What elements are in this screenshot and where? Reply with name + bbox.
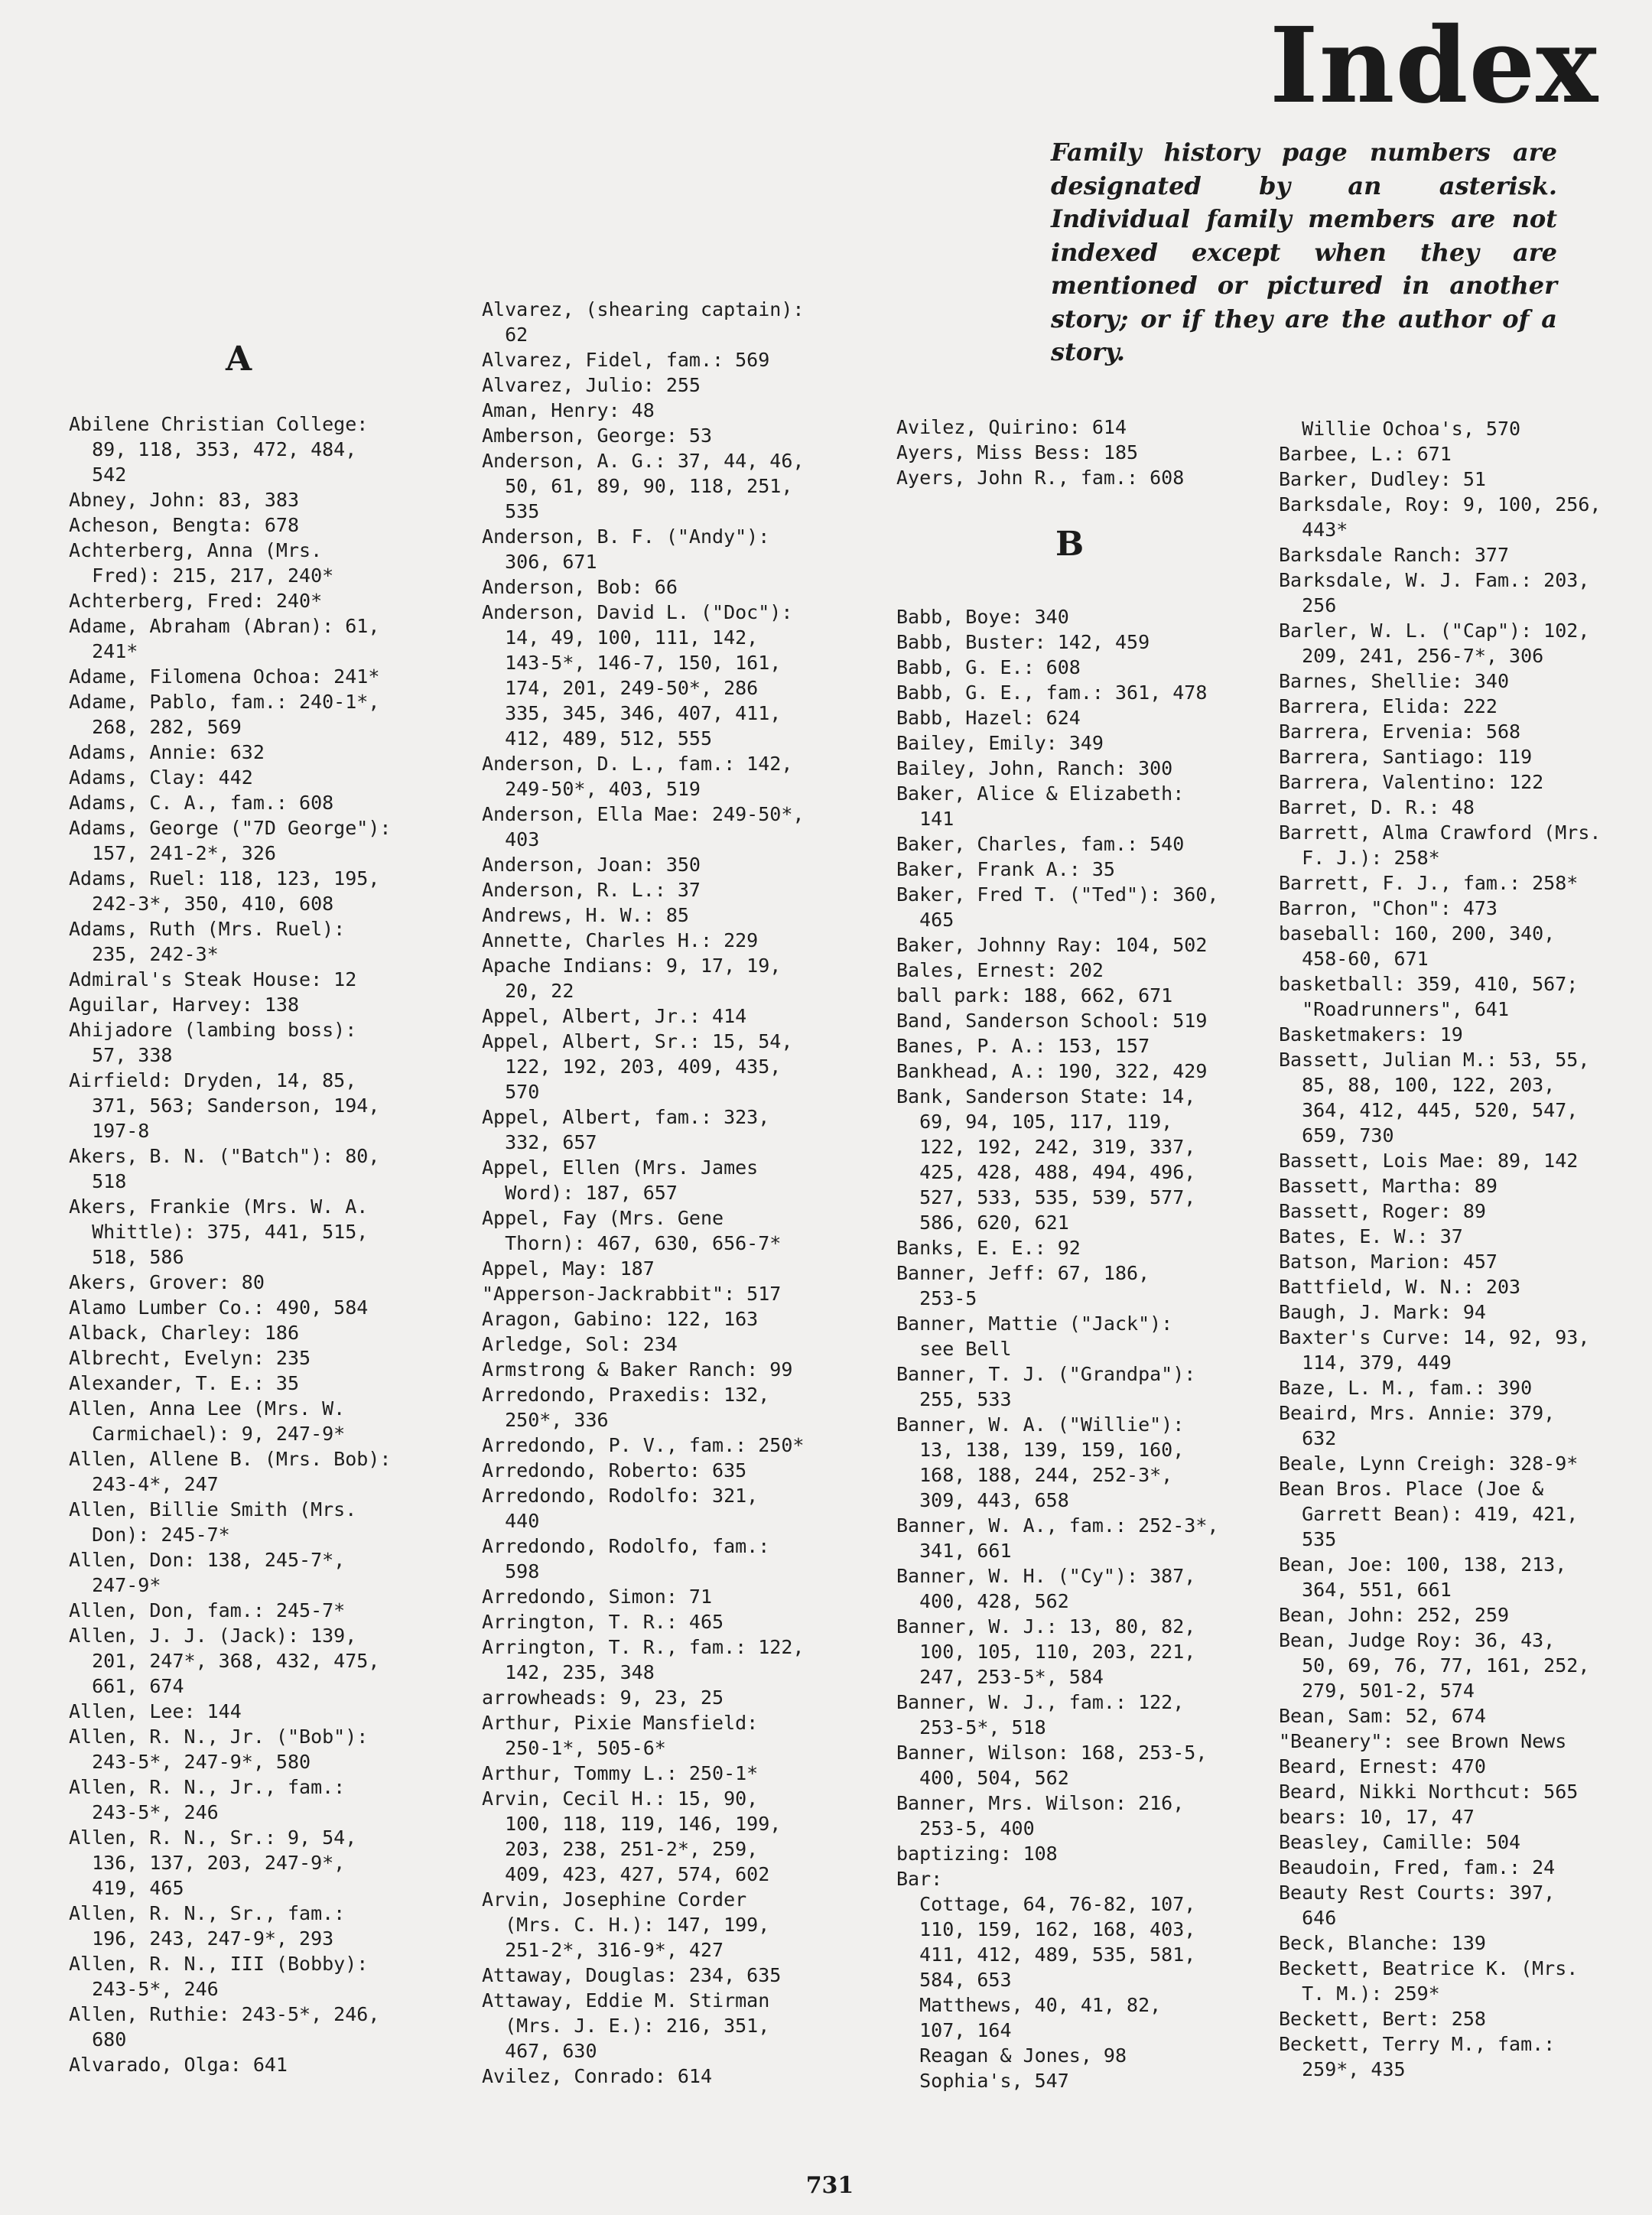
index-entry: 306, 671 bbox=[482, 551, 597, 573]
index-entry: Bean Bros. Place (Joe & bbox=[1279, 1478, 1544, 1500]
index-entry: 62 bbox=[482, 324, 528, 346]
index-entry: Barnes, Shellie: 340 bbox=[1279, 670, 1510, 692]
index-entry: Bank, Sanderson State: 14, bbox=[896, 1085, 1196, 1108]
index-entry: 143-5*, 146-7, 150, 161, bbox=[482, 652, 782, 674]
index-note: Family history page numbers are designated by an asterisk. Individual family members are not indexed except when they are mentioned or pictured in another story; or if they are the author of a story. bbox=[1051, 138, 1557, 366]
index-entry: Admiral's Steak House: 12 bbox=[69, 968, 357, 990]
index-entry: 412, 489, 512, 555 bbox=[482, 727, 713, 750]
section-letter-a: A bbox=[226, 340, 252, 379]
index-entry: 107, 164 bbox=[896, 2019, 1012, 2041]
index-entry: 309, 443, 658 bbox=[896, 1489, 1069, 1511]
index-entry: 20, 22 bbox=[482, 980, 574, 1002]
index-entry: Allen, Don: 138, 245-7*, bbox=[69, 1549, 346, 1571]
index-entry: Fred): 215, 217, 240* bbox=[69, 564, 334, 587]
index-entry: Anderson, Ella Mae: 249-50*, bbox=[482, 803, 805, 825]
index-entry: 209, 241, 256-7*, 306 bbox=[1279, 645, 1544, 667]
index-entry: 50, 69, 76, 77, 161, 252, bbox=[1279, 1654, 1590, 1677]
index-entry: Appel, Ellen (Mrs. James bbox=[482, 1156, 759, 1179]
index-entry: 332, 657 bbox=[482, 1131, 597, 1153]
index-entry: 535 bbox=[482, 500, 540, 522]
index-entry: Aragon, Gabino: 122, 163 bbox=[482, 1308, 759, 1330]
index-entry: Allen, R. N., Sr.: 9, 54, bbox=[69, 1826, 357, 1849]
index-entry: Alvarez, (shearing captain): bbox=[482, 298, 805, 320]
index-entry: Bates, E. W.: 37 bbox=[1279, 1225, 1463, 1247]
index-entry: 680 bbox=[69, 2028, 127, 2051]
index-entry: Beckett, Beatrice K. (Mrs. bbox=[1279, 1957, 1579, 1979]
index-entry: Beard, Nikki Northcut: 565 bbox=[1279, 1781, 1579, 1803]
index-entry: Banner, Mattie ("Jack"): bbox=[896, 1312, 1173, 1335]
index-entry: "Beanery": see Brown News bbox=[1279, 1730, 1567, 1752]
index-entry: Bassett, Roger: 89 bbox=[1279, 1200, 1486, 1222]
index-entry: 419, 465 bbox=[69, 1877, 184, 1899]
index-entry: 364, 412, 445, 520, 547, bbox=[1279, 1099, 1579, 1121]
index-entry: Arredondo, Roberto: 635 bbox=[482, 1459, 747, 1482]
index-entry: 400, 428, 562 bbox=[896, 1590, 1069, 1612]
index-entry: 247, 253-5*, 584 bbox=[896, 1666, 1104, 1688]
index-entry: Bean, Judge Roy: 36, 43, bbox=[1279, 1629, 1556, 1651]
index-entry: 247-9* bbox=[69, 1574, 161, 1596]
index-entry: 122, 192, 203, 409, 435, bbox=[482, 1055, 782, 1078]
index-entry: Arrington, T. R., fam.: 122, bbox=[482, 1636, 805, 1658]
index-entry: Baxter's Curve: 14, 92, 93, bbox=[1279, 1326, 1590, 1348]
index-entry: Banks, E. E.: 92 bbox=[896, 1237, 1081, 1259]
index-entry: Adame, Filomena Ochoa: 241* bbox=[69, 665, 380, 688]
index-entry: basketball: 359, 410, 567; bbox=[1279, 973, 1579, 995]
index-entry: Banner, W. H. ("Cy"): 387, bbox=[896, 1565, 1196, 1587]
index-entry: Arredondo, Simon: 71 bbox=[482, 1586, 713, 1608]
index-entry: 250*, 336 bbox=[482, 1409, 609, 1431]
index-entry: Ayers, John R., fam.: 608 bbox=[896, 467, 1185, 489]
index-entry: Adame, Abraham (Abran): 61, bbox=[69, 615, 380, 637]
index-entry: 335, 345, 346, 407, 411, bbox=[482, 702, 782, 724]
index-entry: 458-60, 671 bbox=[1279, 948, 1429, 970]
index-entry: Anderson, B. F. ("Andy"): bbox=[482, 525, 770, 548]
index-entry: Sophia's, 547 bbox=[896, 2070, 1069, 2092]
index-entry: Bassett, Julian M.: 53, 55, bbox=[1279, 1049, 1590, 1071]
index-entry: 243-5*, 247-9*, 580 bbox=[69, 1751, 311, 1773]
index-entry: Adame, Pablo, fam.: 240-1*, bbox=[69, 691, 380, 713]
index-entry: Barrera, Ervenia: 568 bbox=[1279, 720, 1521, 743]
index-entry: Barret, D. R.: 48 bbox=[1279, 796, 1475, 818]
index-entry: 570 bbox=[482, 1081, 540, 1103]
index-entry: Batson, Marion: 457 bbox=[1279, 1251, 1498, 1273]
index-entry: Banner, Wilson: 168, 253-5, bbox=[896, 1742, 1208, 1764]
index-entry: 50, 61, 89, 90, 118, 251, bbox=[482, 475, 793, 497]
index-entry: 235, 242-3* bbox=[69, 943, 219, 965]
index-entry: Babb, Boye: 340 bbox=[896, 606, 1069, 628]
index-entry: Baker, Frank A.: 35 bbox=[896, 858, 1115, 880]
index-entry: 241* bbox=[69, 640, 138, 662]
index-entry: arrowheads: 9, 23, 25 bbox=[482, 1686, 724, 1709]
index-entry: 661, 674 bbox=[69, 1675, 184, 1697]
index-entry: Akers, Grover: 80 bbox=[69, 1271, 265, 1293]
index-entry: Andrews, H. W.: 85 bbox=[482, 904, 689, 926]
index-entry: Amberson, George: 53 bbox=[482, 424, 713, 447]
index-entry: Akers, B. N. ("Batch"): 80, bbox=[69, 1145, 380, 1167]
index-entry: Beckett, Terry M., fam.: bbox=[1279, 2033, 1556, 2055]
index-entry: 196, 243, 247-9*, 293 bbox=[69, 1927, 334, 1950]
index-entry: Barler, W. L. ("Cap"): 102, bbox=[1279, 620, 1590, 642]
index-entry: 465 bbox=[896, 909, 954, 931]
index-entry: 364, 551, 661 bbox=[1279, 1579, 1452, 1601]
index-entry: Abilene Christian College: bbox=[69, 413, 369, 435]
index-entry: 259*, 435 bbox=[1279, 2058, 1406, 2080]
index-entry: Alvarez, Julio: 255 bbox=[482, 374, 701, 396]
index-entry: Ahijadore (lambing boss): bbox=[69, 1019, 357, 1041]
index-entry: Carmichael): 9, 247-9* bbox=[69, 1423, 346, 1445]
index-entry: baseball: 160, 200, 340, bbox=[1279, 922, 1556, 945]
index-entry: Achterberg, Anna (Mrs. bbox=[69, 539, 323, 561]
index-entry: Willie Ochoa's, 570 bbox=[1279, 418, 1521, 440]
index-entry: Allen, R. N., Jr. ("Bob"): bbox=[69, 1725, 369, 1748]
index-entry: Baker, Charles, fam.: 540 bbox=[896, 833, 1185, 855]
index-entry: Banner, W. J., fam.: 122, bbox=[896, 1691, 1185, 1713]
index-entry: Alback, Charley: 186 bbox=[69, 1322, 300, 1344]
index-entry: 201, 247*, 368, 432, 475, bbox=[69, 1650, 380, 1672]
index-column-3-top bbox=[896, 415, 1279, 490]
index-entry: Attaway, Douglas: 234, 635 bbox=[482, 1964, 782, 1986]
index-entry: 542 bbox=[69, 463, 127, 486]
index-entry: Adams, C. A., fam.: 608 bbox=[69, 792, 334, 814]
index-entry: Baugh, J. Mark: 94 bbox=[1279, 1301, 1486, 1323]
index-entry: Arredondo, Rodolfo, fam.: bbox=[482, 1535, 770, 1557]
index-entry: Allen, Ruthie: 243-5*, 246, bbox=[69, 2003, 380, 2025]
index-entry: Arrington, T. R.: 465 bbox=[482, 1611, 724, 1633]
index-entry: 409, 423, 427, 574, 602 bbox=[482, 1863, 770, 1885]
index-entry: Akers, Frankie (Mrs. W. A. bbox=[69, 1195, 369, 1218]
index-entry: Aman, Henry: 48 bbox=[482, 399, 655, 421]
index-entry: (Mrs. J. E.): 216, 351, bbox=[482, 2015, 770, 2037]
index-entry: 341, 661 bbox=[896, 1540, 1012, 1562]
index-entry: Banner, W. A. ("Willie"): bbox=[896, 1413, 1185, 1436]
index-entry: Beard, Ernest: 470 bbox=[1279, 1755, 1486, 1778]
index-entry: Acheson, Bengta: 678 bbox=[69, 514, 300, 536]
index-entry: Garrett Bean): 419, 421, bbox=[1279, 1503, 1579, 1525]
index-entry: 371, 563; Sanderson, 194, bbox=[69, 1094, 380, 1117]
index-entry: "Apperson-Jackrabbit": 517 bbox=[482, 1283, 782, 1305]
index-entry: Arthur, Tommy L.: 250-1* bbox=[482, 1762, 759, 1784]
index-entry: Anderson, David L. ("Doc"): bbox=[482, 601, 793, 623]
index-entry: 467, 630 bbox=[482, 2040, 597, 2062]
index-entry: Arredondo, P. V., fam.: 250* bbox=[482, 1434, 805, 1456]
index-entry: Appel, May: 187 bbox=[482, 1257, 655, 1280]
index-entry: Basketmakers: 19 bbox=[1279, 1023, 1463, 1046]
index-entry: 400, 504, 562 bbox=[896, 1767, 1069, 1789]
index-entry: Annette, Charles H.: 229 bbox=[482, 929, 759, 951]
index-entry: Babb, Buster: 142, 459 bbox=[896, 631, 1150, 653]
index-entry: Anderson, A. G.: 37, 44, 46, bbox=[482, 450, 805, 472]
index-entry: 13, 138, 139, 159, 160, bbox=[896, 1439, 1185, 1461]
index-entry: 632 bbox=[1279, 1427, 1337, 1449]
index-entry: 174, 201, 249-50*, 286 bbox=[482, 677, 759, 699]
page-number: 731 bbox=[805, 2172, 854, 2199]
index-entry: 242-3*, 350, 410, 608 bbox=[69, 893, 334, 915]
index-entry: Beaird, Mrs. Annie: 379, bbox=[1279, 1402, 1556, 1424]
index-entry: 586, 620, 621 bbox=[896, 1212, 1069, 1234]
index-entry: 443* bbox=[1279, 519, 1348, 541]
index-entry: Beaudoin, Fred, fam.: 24 bbox=[1279, 1856, 1556, 1878]
index-entry: 527, 533, 535, 539, 577, bbox=[896, 1186, 1196, 1208]
index-entry: Appel, Albert, Sr.: 15, 54, bbox=[482, 1030, 793, 1052]
index-entry: Arvin, Cecil H.: 15, 90, bbox=[482, 1787, 759, 1810]
index-entry: Ayers, Miss Bess: 185 bbox=[896, 441, 1139, 463]
index-entry: Apache Indians: 9, 17, 19, bbox=[482, 955, 782, 977]
index-entry: Banner, T. J. ("Grandpa"): bbox=[896, 1363, 1196, 1385]
index-entry: Bar: bbox=[896, 1868, 943, 1890]
index-entry: Barrera, Santiago: 119 bbox=[1279, 746, 1533, 768]
index-entry: Anderson, Bob: 66 bbox=[482, 576, 678, 598]
index-entry: see Bell bbox=[896, 1338, 1012, 1360]
index-entry: 256 bbox=[1279, 594, 1337, 616]
index-entry: 403 bbox=[482, 828, 540, 851]
index-column-4 bbox=[1279, 416, 1652, 2082]
index-entry: Achterberg, Fred: 240* bbox=[69, 590, 323, 612]
index-entry: Allen, Don, fam.: 245-7* bbox=[69, 1599, 346, 1621]
index-entry: 584, 653 bbox=[896, 1969, 1012, 1991]
index-entry: Alvarado, Olga: 641 bbox=[69, 2054, 288, 2076]
index-entry: Arredondo, Praxedis: 132, bbox=[482, 1384, 770, 1406]
index-entry: 255, 533 bbox=[896, 1388, 1012, 1410]
index-entry: T. M.): 259* bbox=[1279, 1982, 1440, 2005]
index-entry: Beauty Rest Courts: 397, bbox=[1279, 1882, 1556, 1904]
index-entry: Beale, Lynn Creigh: 328-9* bbox=[1279, 1452, 1579, 1475]
index-entry: 268, 282, 569 bbox=[69, 716, 242, 738]
index-entry: F. J.): 258* bbox=[1279, 847, 1440, 869]
index-entry: Allen, Lee: 144 bbox=[69, 1700, 242, 1722]
index-entry: Reagan & Jones, 98 bbox=[896, 2044, 1127, 2067]
index-entry: (Mrs. C. H.): 147, 199, bbox=[482, 1914, 770, 1936]
index-entry: 253-5*, 518 bbox=[896, 1716, 1046, 1738]
index-entry: Attaway, Eddie M. Stirman bbox=[482, 1989, 770, 2012]
index-entry: 57, 338 bbox=[69, 1044, 173, 1066]
index-entry: Allen, Allene B. (Mrs. Bob): bbox=[69, 1448, 392, 1470]
index-entry: Barksdale, W. J. Fam.: 203, bbox=[1279, 569, 1590, 591]
index-entry: Anderson, Joan: 350 bbox=[482, 854, 701, 876]
index-entry: Bean, Sam: 52, 674 bbox=[1279, 1705, 1486, 1727]
index-entry: Bean, Joe: 100, 138, 213, bbox=[1279, 1553, 1567, 1576]
index-entry: 411, 412, 489, 535, 581, bbox=[896, 1943, 1196, 1966]
index-entry: 110, 159, 162, 168, 403, bbox=[896, 1918, 1196, 1940]
index-entry: 89, 118, 353, 472, 484, bbox=[69, 438, 357, 460]
index-entry: Barrera, Valentino: 122 bbox=[1279, 771, 1544, 793]
index-entry: Band, Sanderson School: 519 bbox=[896, 1010, 1208, 1032]
index-entry: 243-4*, 247 bbox=[69, 1473, 219, 1495]
index-entry: 85, 88, 100, 122, 203, bbox=[1279, 1074, 1556, 1096]
index-entry: Barksdale Ranch: 377 bbox=[1279, 544, 1510, 566]
index-entry: Word): 187, 657 bbox=[482, 1182, 678, 1204]
index-entry: Cottage, 64, 76-82, 107, bbox=[896, 1893, 1196, 1915]
index-entry: 197-8 bbox=[69, 1120, 150, 1142]
index-entry: Baker, Alice & Elizabeth: bbox=[896, 782, 1185, 805]
index-column-1 bbox=[69, 411, 451, 2077]
index-entry: Baze, L. M., fam.: 390 bbox=[1279, 1377, 1533, 1399]
index-entry: 250-1*, 505-6* bbox=[482, 1737, 666, 1759]
index-entry: 14, 49, 100, 111, 142, bbox=[482, 626, 759, 649]
index-entry: 425, 428, 488, 494, 496, bbox=[896, 1161, 1196, 1183]
index-entry: Whittle): 375, 441, 515, bbox=[69, 1221, 369, 1243]
index-entry: Allen, R. N., Sr., fam.: bbox=[69, 1902, 346, 1924]
index-entry: 659, 730 bbox=[1279, 1124, 1394, 1147]
index-entry: Armstrong & Baker Ranch: 99 bbox=[482, 1358, 793, 1381]
index-entry: 518 bbox=[69, 1170, 127, 1192]
index-entry: baptizing: 108 bbox=[896, 1843, 1058, 1865]
index-title: Index bbox=[1270, 5, 1599, 127]
index-entry: Avilez, Conrado: 614 bbox=[482, 2065, 713, 2087]
index-entry: Barrett, Alma Crawford (Mrs. bbox=[1279, 821, 1602, 844]
index-entry: Alexander, T. E.: 35 bbox=[69, 1372, 300, 1394]
index-entry: 168, 188, 244, 252-3*, bbox=[896, 1464, 1173, 1486]
index-entry: Barrett, F. J., fam.: 258* bbox=[1279, 872, 1579, 894]
index-entry: Anderson, R. L.: 37 bbox=[482, 879, 701, 901]
index-entry: 440 bbox=[482, 1510, 540, 1532]
index-entry: bears: 10, 17, 47 bbox=[1279, 1806, 1475, 1828]
index-entry: Baker, Fred T. ("Ted"): 360, bbox=[896, 883, 1219, 906]
index-entry: 646 bbox=[1279, 1907, 1337, 1929]
index-entry: Bailey, John, Ranch: 300 bbox=[896, 757, 1173, 779]
index-entry: Airfield: Dryden, 14, 85, bbox=[69, 1069, 357, 1091]
index-entry: Adams, Ruel: 118, 123, 195, bbox=[69, 867, 380, 890]
index-entry: Beckett, Bert: 258 bbox=[1279, 2008, 1486, 2030]
index-entry: 157, 241-2*, 326 bbox=[69, 842, 276, 864]
index-entry: Adams, Ruth (Mrs. Ruel): bbox=[69, 918, 346, 940]
index-entry: Allen, R. N., Jr., fam.: bbox=[69, 1776, 346, 1798]
index-entry: Aguilar, Harvey: 138 bbox=[69, 994, 300, 1016]
index-entry: Babb, G. E., fam.: 361, 478 bbox=[896, 681, 1208, 704]
index-entry: Arvin, Josephine Corder bbox=[482, 1888, 747, 1911]
index-entry: 279, 501-2, 574 bbox=[1279, 1680, 1475, 1702]
index-entry: Bailey, Emily: 349 bbox=[896, 732, 1104, 754]
index-entry: Bankhead, A.: 190, 322, 429 bbox=[896, 1060, 1208, 1082]
index-entry: Allen, R. N., III (Bobby): bbox=[69, 1953, 369, 1975]
index-entry: Barrera, Elida: 222 bbox=[1279, 695, 1498, 717]
index-entry: Adams, George ("7D George"): bbox=[69, 817, 392, 839]
index-entry: Arledge, Sol: 234 bbox=[482, 1333, 678, 1355]
index-entry: 141 bbox=[896, 808, 954, 830]
index-entry: Bassett, Lois Mae: 89, 142 bbox=[1279, 1150, 1579, 1172]
index-entry: 251-2*, 316-9*, 427 bbox=[482, 1939, 724, 1961]
index-entry: Allen, Billie Smith (Mrs. bbox=[69, 1498, 357, 1521]
index-entry: 136, 137, 203, 247-9*, bbox=[69, 1852, 346, 1874]
index-entry: Alamo Lumber Co.: 490, 584 bbox=[69, 1296, 369, 1319]
index-entry: 253-5, 400 bbox=[896, 1817, 1035, 1839]
index-entry: 518, 586 bbox=[69, 1246, 184, 1268]
index-entry: Allen, Anna Lee (Mrs. W. bbox=[69, 1397, 346, 1420]
index-entry: Beck, Blanche: 139 bbox=[1279, 1932, 1486, 1954]
index-column-3 bbox=[896, 604, 1279, 2093]
section-letter-b: B bbox=[1055, 525, 1085, 564]
index-entry: 535 bbox=[1279, 1528, 1337, 1550]
index-entry: 142, 235, 348 bbox=[482, 1661, 655, 1683]
index-entry: Babb, G. E.: 608 bbox=[896, 656, 1081, 678]
index-entry: Baker, Johnny Ray: 104, 502 bbox=[896, 934, 1208, 956]
index-entry: Beasley, Camille: 504 bbox=[1279, 1831, 1521, 1853]
index-entry: Avilez, Quirino: 614 bbox=[896, 416, 1127, 438]
index-entry: Banner, Jeff: 67, 186, bbox=[896, 1262, 1150, 1284]
index-entry: Allen, J. J. (Jack): 139, bbox=[69, 1625, 357, 1647]
index-entry: Abney, John: 83, 383 bbox=[69, 489, 300, 511]
index-entry: Thorn): 467, 630, 656-7* bbox=[482, 1232, 782, 1254]
index-entry: 243-5*, 246 bbox=[69, 1801, 219, 1823]
index-entry: Appel, Albert, Jr.: 414 bbox=[482, 1005, 747, 1027]
index-entry: Barbee, L.: 671 bbox=[1279, 443, 1452, 465]
index-entry: Banner, W. J.: 13, 80, 82, bbox=[896, 1615, 1196, 1638]
index-entry: 598 bbox=[482, 1560, 540, 1582]
index-entry: Matthews, 40, 41, 82, bbox=[896, 1994, 1162, 2016]
index-entry: Babb, Hazel: 624 bbox=[896, 707, 1081, 729]
index-entry: 100, 105, 110, 203, 221, bbox=[896, 1641, 1196, 1663]
index-entry: 122, 192, 242, 319, 337, bbox=[896, 1136, 1196, 1158]
index-entry: Arredondo, Rodolfo: 321, bbox=[482, 1485, 759, 1507]
index-entry: Anderson, D. L., fam.: 142, bbox=[482, 753, 793, 775]
index-entry: Battfield, W. N.: 203 bbox=[1279, 1276, 1521, 1298]
index-entry: Banner, W. A., fam.: 252-3*, bbox=[896, 1514, 1219, 1537]
index-entry: Barron, "Chon": 473 bbox=[1279, 897, 1498, 919]
index-entry: Barksdale, Roy: 9, 100, 256, bbox=[1279, 493, 1602, 516]
index-entry: Banner, Mrs. Wilson: 216, bbox=[896, 1792, 1185, 1814]
index-entry: 100, 118, 119, 146, 199, bbox=[482, 1813, 782, 1835]
index-entry: Don): 245-7* bbox=[69, 1524, 230, 1546]
index-entry: 249-50*, 403, 519 bbox=[482, 778, 701, 800]
index-entry: Banes, P. A.: 153, 157 bbox=[896, 1035, 1150, 1057]
index-entry: Adams, Clay: 442 bbox=[69, 766, 253, 789]
index-entry: Barker, Dudley: 51 bbox=[1279, 468, 1486, 490]
index-entry: 203, 238, 251-2*, 259, bbox=[482, 1838, 759, 1860]
index-entry: Bassett, Martha: 89 bbox=[1279, 1175, 1498, 1197]
index-entry: Bean, John: 252, 259 bbox=[1279, 1604, 1510, 1626]
index-entry: 69, 94, 105, 117, 119, bbox=[896, 1111, 1173, 1133]
index-entry: 243-5*, 246 bbox=[69, 1978, 219, 2000]
index-entry: Adams, Annie: 632 bbox=[69, 741, 265, 763]
index-entry: Alvarez, Fidel, fam.: 569 bbox=[482, 349, 770, 371]
index-column-2 bbox=[482, 297, 864, 2089]
index-entry: Bales, Ernest: 202 bbox=[896, 959, 1104, 981]
index-entry: 253-5 bbox=[896, 1287, 977, 1309]
index-entry: Albrecht, Evelyn: 235 bbox=[69, 1347, 311, 1369]
index-entry: "Roadrunners", 641 bbox=[1279, 998, 1510, 1020]
index-entry: Arthur, Pixie Mansfield: bbox=[482, 1712, 759, 1734]
index-entry: Appel, Fay (Mrs. Gene bbox=[482, 1207, 724, 1229]
index-entry: Appel, Albert, fam.: 323, bbox=[482, 1106, 770, 1128]
index-entry: ball park: 188, 662, 671 bbox=[896, 984, 1173, 1007]
index-entry: 114, 379, 449 bbox=[1279, 1351, 1452, 1374]
